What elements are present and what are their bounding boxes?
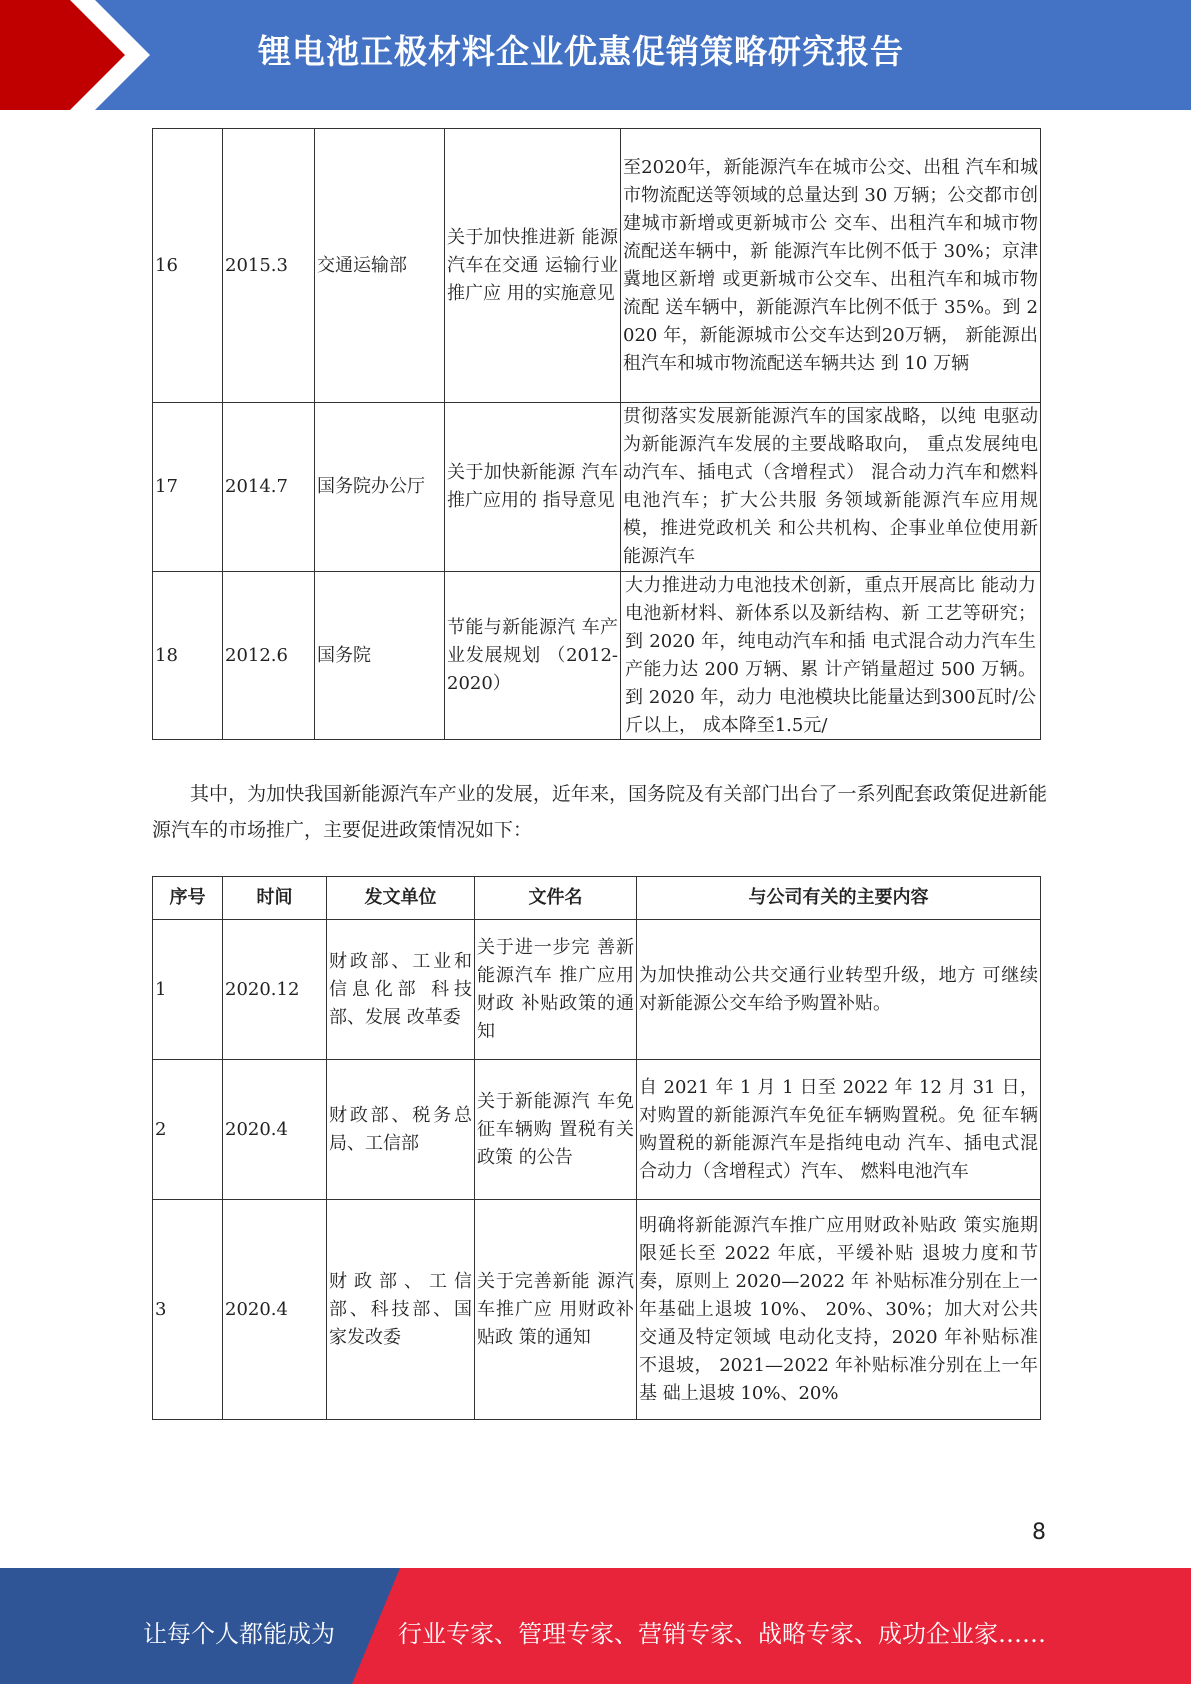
table-row: [153, 1060, 1041, 1200]
row-document: 关于加快推进新 能源汽车在交通 运输行业推广应 用的实施意见: [445, 129, 621, 403]
row-content: 自 2021 年 1 月 1 日至 2022 年 12 月 31 日，对购置的新能源汽车免征车辆购置税。免 征车辆购置税的新能源汽车是指纯电动 汽车、插电式混合动力（含增程式）汽车、 燃料电池汽车: [637, 1060, 1041, 1200]
row-issuer: 财政部、税务总局、工信部: [327, 1060, 475, 1200]
col-header-document: 文件名: [475, 877, 637, 920]
table-row: [153, 572, 1041, 740]
table-row: [153, 403, 1041, 572]
row-content: 为加快推动公共交通行业转型升级，地方 可继续对新能源公交车给予购置补贴。: [637, 920, 1041, 1060]
row-content: 至2020年，新能源汽车在城市公交、出租 汽车和城市物流配送等领域的总量达到 30 万辆；公交都市创建城市新增或更新城市公 交车、出租汽车和城市物流配送车辆中，新 能源汽车比例不低于 30%；京津冀地区新增 或更新城市公交车、出租汽车和城市物流配 送车辆中，新能源汽车比例不低于 35%。到 2020 年，新能源城市公交车达到20万辆， 新能源出租汽车和城市物流配送车辆共达 到 10 万辆: [621, 129, 1041, 403]
row-document: 关于完善新能 源汽车推广应 用财政补贴政 策的通知: [475, 1200, 637, 1420]
row-document: 节能与新能源汽 车产业发展规划 （2012-2020）: [445, 572, 621, 740]
row-number: 18: [153, 572, 223, 740]
row-number: 2: [153, 1060, 223, 1200]
policy-table-continued: [152, 128, 1041, 740]
row-date: 2014.7: [223, 403, 315, 572]
table-header-row: [153, 877, 1041, 920]
row-document: 关于进一步完 善新能源汽车 推广应用财政 补贴政策的通 知: [475, 920, 637, 1060]
header-chevron-icon: [0, 0, 160, 110]
policy-table: [152, 876, 1041, 1420]
col-header-issuer: 发文单位: [327, 877, 475, 920]
row-document: 关于新能源汽 车免征车辆购 置税有关政策 的公告: [475, 1060, 637, 1200]
footer-slogan-left: 让每个人都能成为: [143, 1620, 335, 1648]
col-header-date: 时间: [223, 877, 327, 920]
row-date: 2020.4: [223, 1060, 327, 1200]
header-bar: [0, 0, 1191, 110]
row-number: 3: [153, 1200, 223, 1420]
col-header-number: 序号: [153, 877, 223, 920]
page-number: 8: [1032, 1520, 1046, 1545]
row-content: 贯彻落实发展新能源汽车的国家战略，以纯 电驱动为新能源汽车发展的主要战略取向， 重点发展纯电动汽车、插电式（含增程式） 混合动力汽车和燃料电池汽车；扩大公共服 务领域新能源汽车应用规模，推进党政机关 和公共机构、企事业单位使用新能源汽车: [621, 403, 1041, 572]
col-header-content: 与公司有关的主要内容: [637, 877, 1041, 920]
row-date: 2012.6: [223, 572, 315, 740]
row-date: 2020.4: [223, 1200, 327, 1420]
header-title: 锂电池正极材料企业优惠促销策略研究报告: [258, 32, 904, 71]
row-issuer: 交通运输部: [315, 129, 445, 403]
row-content: 明确将新能源汽车推广应用财政补贴政 策实施期限延长至 2022 年底，平缓补贴 退坡力度和节奏，原则上 2020—2022 年 补贴标准分别在上一年基础上退坡 10%、 20%、30%；加大对公共交通及特定领域 电动化支持，2020 年补贴标准不退坡， 2021—2022 年补贴标准分别在上一年基 础上退坡 10%、20%: [637, 1200, 1041, 1420]
row-date: 2015.3: [223, 129, 315, 403]
intro-paragraph: 其中，为加快我国新能源汽车产业的发展，近年来，国务院及有关部门出台了一系列配套政策促进新能源汽车的市场推广，主要促进政策情况如下：: [152, 783, 1047, 841]
row-document: 关于加快新能源 汽车推广应用的 指导意见: [445, 403, 621, 572]
row-issuer: 国务院办公厅: [315, 403, 445, 572]
row-content: 大力推进动力电池技术创新，重点开展高比 能动力电池新材料、新体系以及新结构、新 工艺等研究；到 2020 年，纯电动汽车和插 电式混合动力汽车生产能力达 200 万辆、累 计产销量超过 500 万辆。到 2020 年，动力 电池模块比能量达到300瓦时/公斤以上， 成本降至1.5元/: [625, 575, 1036, 736]
row-date: 2020.12: [223, 920, 327, 1060]
row-issuer: 国务院: [315, 572, 445, 740]
row-issuer: 财政部、工业和信息化部 科技部、发展 改革委: [327, 920, 475, 1060]
table-row: [153, 129, 1041, 403]
row-content-cell: [621, 572, 1041, 740]
row-number: 1: [153, 920, 223, 1060]
footer-slogan-right: 行业专家、管理专家、营销专家、战略专家、成功企业家……: [398, 1620, 1046, 1648]
row-number: 17: [153, 403, 223, 572]
row-number: 16: [153, 129, 223, 403]
table-row: [153, 920, 1041, 1060]
row-issuer: 财政部、工信部、科技部、国家发改委: [327, 1200, 475, 1420]
table-row: [153, 1200, 1041, 1420]
